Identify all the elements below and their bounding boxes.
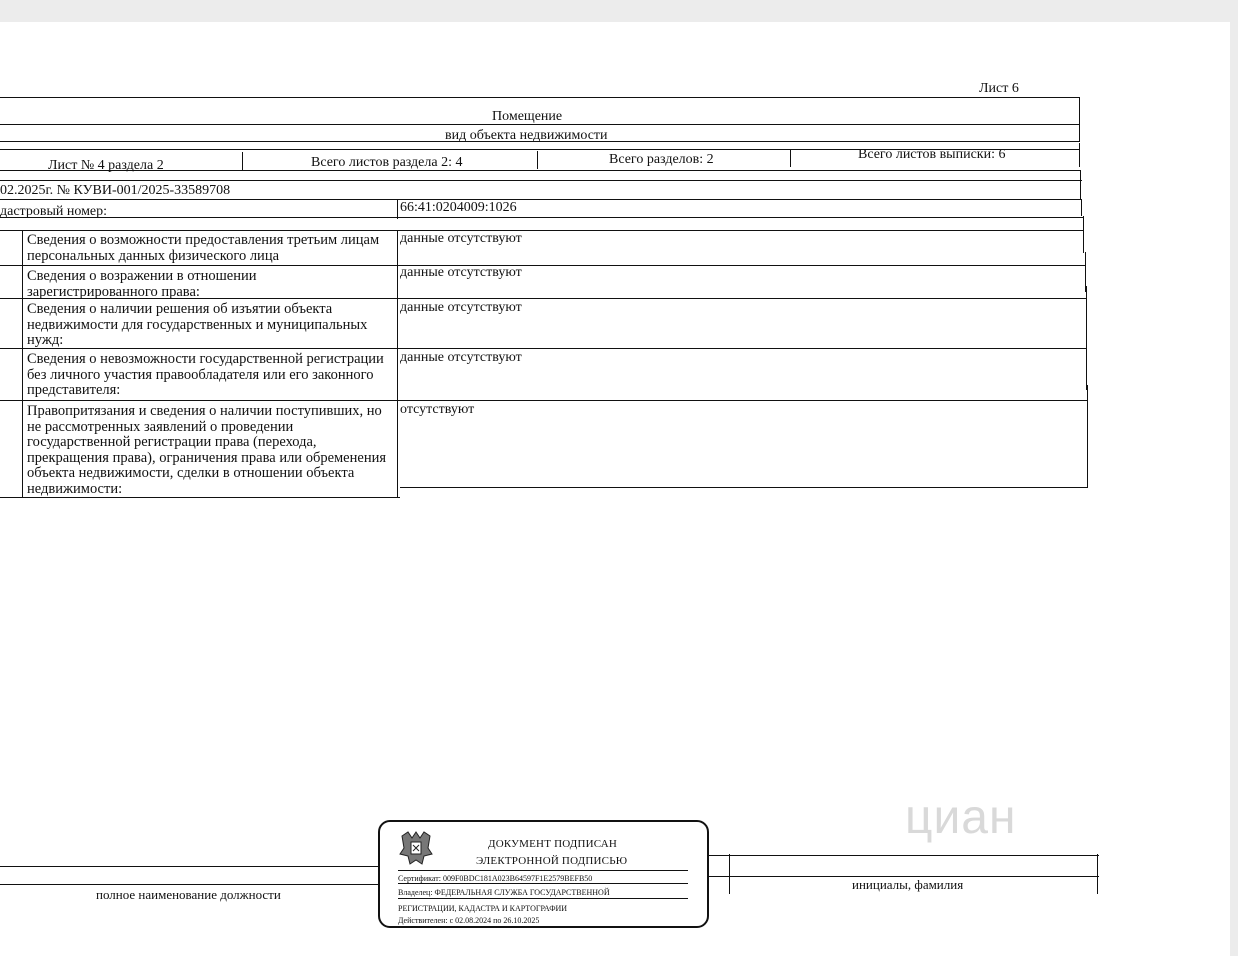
stamp-certificate: Сертификат: 009F0BDC181A023B64597F1E2579BEFB50: [398, 874, 593, 883]
divider: [1081, 199, 1082, 216]
row-value: отсутствуют: [400, 402, 475, 417]
divider: [242, 152, 243, 170]
e-signature-stamp: [378, 820, 709, 928]
divider: [22, 230, 23, 498]
divider: [397, 199, 398, 219]
divider: [1086, 286, 1087, 390]
object-type: Помещение: [492, 109, 563, 124]
sheet-section: Лист № 4 раздела 2: [48, 158, 164, 173]
divider: [1083, 216, 1084, 253]
divider: [1097, 854, 1098, 894]
divider: [398, 870, 688, 871]
doc-number: 02.2025г. № КУВИ-001/2025-33589708: [0, 183, 231, 198]
total-sections: Всего разделов: 2: [609, 152, 714, 167]
row-value: данные отсутствуют: [400, 300, 522, 315]
row-label: Правопритязания и сведения о наличии поступивших, но не рассмотренных заявлений о проведении государственной регистрации права (перехода, прекращения права), ограничения права или обременения объекта недвижимости, сделки в отношении объекта недвижимости:: [27, 403, 387, 497]
divider: [398, 898, 688, 899]
stamp-owner-2: РЕГИСТРАЦИИ, КАДАСТРА И КАРТОГРАФИИ: [398, 904, 568, 913]
row-value: данные отсутствуют: [400, 231, 522, 246]
divider: [0, 170, 1080, 171]
watermark: [905, 790, 1017, 845]
divider: [400, 487, 1088, 488]
divider: [1080, 170, 1081, 200]
divider: [0, 141, 1080, 142]
initials-caption: инициалы, фамилия: [852, 877, 964, 892]
sheet-number: Лист 6: [979, 81, 1019, 96]
total-section-sheets: Всего листов раздела 2: 4: [311, 155, 463, 170]
divider: [398, 883, 688, 884]
row-label: Сведения о невозможности государственной регистрации без личного участия правообладателя или его законного представителя:: [27, 351, 384, 398]
divider: [709, 855, 1099, 856]
position-caption: полное наименование должности: [96, 887, 281, 902]
stamp-line1: ДОКУМЕНТ ПОДПИСАН: [488, 838, 618, 850]
divider: [0, 180, 1082, 181]
stamp-line2: ЭЛЕКТРОННОЙ ПОДПИСЬЮ: [476, 855, 628, 867]
row-value: данные отсутствуют: [400, 350, 522, 365]
stamp-owner-1: Владелец: ФЕДЕРАЛЬНАЯ СЛУЖБА ГОСУДАРСТВЕННОЙ: [398, 888, 610, 897]
cadastral-label: дастровый номер:: [0, 204, 108, 219]
stamp-valid: Действителен: с 02.08.2024 по 26.10.2025: [398, 916, 540, 925]
divider: [0, 884, 378, 885]
row-label: Сведения о наличии решения об изъятии объекта недвижимости для государственных и муниципальных нужд:: [27, 301, 368, 348]
object-type-caption: вид объекта недвижимости: [445, 128, 608, 143]
emblem-icon: [398, 828, 434, 868]
divider: [790, 149, 791, 167]
watermark-text: циан: [905, 791, 1017, 844]
divider: [0, 400, 1088, 401]
divider: [0, 217, 1083, 218]
divider: [1079, 97, 1080, 141]
row-label: Сведения о возможности предоставления третьим лицам персональных данных физического лица: [27, 232, 380, 264]
cadastral-number: 66:41:0204009:1026: [400, 200, 517, 215]
divider: [0, 97, 1080, 98]
divider: [0, 124, 1080, 125]
row-label: Сведения о возражении в отношении зарегистрированного права:: [27, 268, 257, 300]
row-value: данные отсутствуют: [400, 265, 522, 280]
divider: [537, 151, 538, 169]
divider: [0, 199, 1082, 200]
divider: [0, 265, 1086, 266]
divider: [1079, 143, 1080, 167]
divider: [0, 497, 400, 498]
total-extract-sheets: Всего листов выписки: 6: [858, 147, 1006, 162]
divider: [0, 230, 1084, 231]
divider: [729, 854, 730, 894]
divider: [0, 866, 378, 867]
